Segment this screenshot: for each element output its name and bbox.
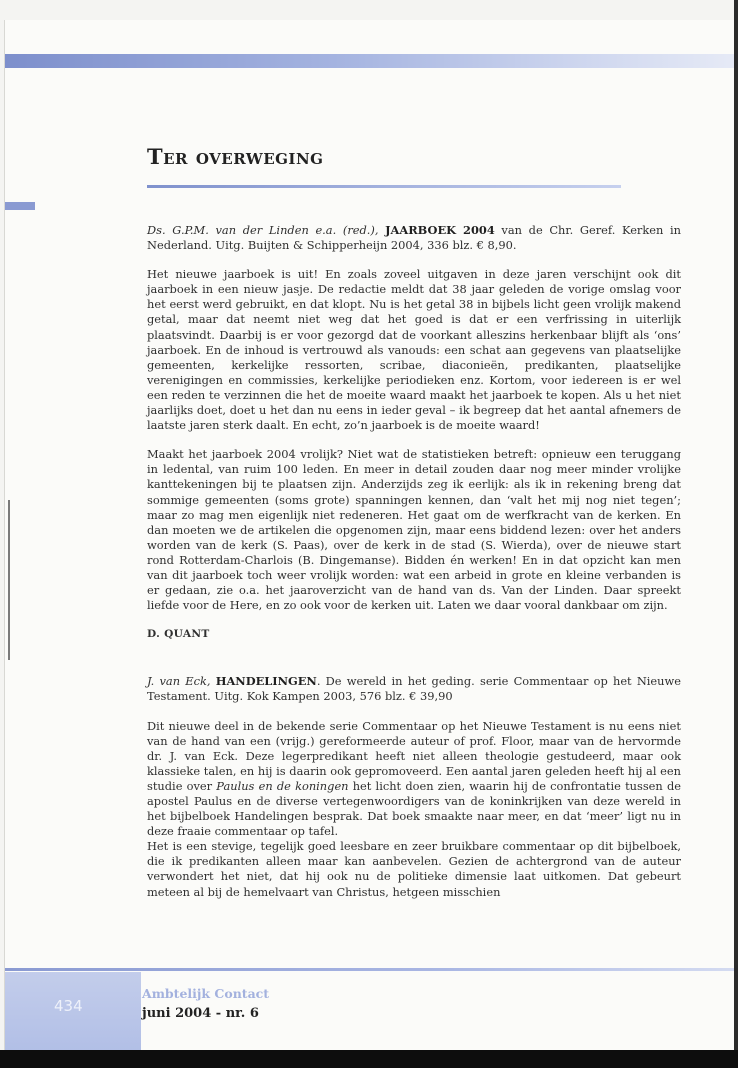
article-body	[147, 223, 681, 900]
scan-edge-right	[734, 0, 738, 1068]
page-number: 434	[54, 997, 83, 1015]
review-1-paragraph-2: Maakt het jaarboek 2004 vrolijk? Niet wat de statistieken betreft: opnieuw een teruggang in ledental, van ruim 100 leden. En meer in detail zouden daar nog meer minder vrolijke kanttekeningen bij te plaatsen zijn. Anderzijds zeg ik eerlijk: als ik in rekening breng dat sommige gemeenten (soms grote) spanningen kennen, dan ‘valt het mij nog niet tegen’; maar zo mag men eigenlijk niet redeneren. Het gaat om de werfkracht van de kerken. En dan moeten we de artikelen die opgenomen zijn, maar eens biddend lezen: over het anders worden van de kerk (S. Paas), over de kerk in de stad (S. Wierda), over de nieuwe start rond Rotterdam-Charlois (B. Dingemanse). Bidden én werken! En in dat opzicht kan men van dit jaarboek toch weer vrolijk worden: wat een arbeid in grote en kleine verbanden is er gedaan, zie o.a. het jaaroverzicht van de hand van ds. Van der Linden. Daar spreekt liefde voor de Here, en zo ook voor de kerken uit. Laten we daar vooral dankbaar om zijn.	[147, 447, 681, 613]
review-2-paragraph-1-end: het licht doen zien, waarin hij de confrontatie tussen de apostel Paulus en de diverse vertegenwoordigers van de koninkrijken van deze wereld in het bijbelboek Handelingen besprak. Dat boek smaakte naar meer, en dat ‘meer’ ligt nu in deze fraaie commentaar op tafel.	[147, 778, 681, 839]
review-2-author-name: J. van Eck,	[147, 674, 211, 689]
issue-label: juni 2004 - nr. 6	[142, 1006, 259, 1021]
review-2-publication-info: . De wereld in het geding. serie Commentaar op het Nieuwe Testament. Uitg. Kok Kampen 2003, 576 blz. € 39,90	[147, 674, 682, 704]
review-2-book-title: HANDELINGEN	[215, 674, 317, 689]
top-color-band	[5, 54, 735, 68]
review-1-book-title: JAARBOEK 2004	[385, 223, 495, 237]
review-1-author: D. QUANT	[147, 628, 210, 641]
review-2-referenced-book: Paulus en de koningen	[216, 778, 349, 793]
review-1-paragraph-1: Het nieuwe jaarboek is uit! En zoals zoveel uitgaven in deze jaren verschijnt ook dit jaarboek in een nieuw jasje. De redactie meldt dat 38 jaar geleden de vorige omslag voor het eerst werd gebruikt, en dat klopt. Nu is het getal 38 in bijbels licht geen vrolijk makend getal, maar dat neemt niet weg dat het goed is dat er een verfrissing in uiterlijk plaatsvindt. Daarbij is er voor gezorgd dat de voorkant alleszins herkenbaar blijft als ‘ons’ jaarboek. En de inhoud is vertrouwd als vanouds: een schat aan gegevens van plaatselijke gemeenten, kerkelijke ressorten, scribae, diaconieën, predikanten, plaatselijke verenigingen en commissies, kerkelijke periodieken enz. Kortom, voor iedereen is er wel een reden te verzinnen die het de moeite waard maakt het jaarboek te kopen. Als u het niet jaarlijks doet, doet u het dan nu eens in ieder geval – ik begreep dat het aantal afnemers de laatste jaren sterk daalt. En echt, zo’n jaarboek is de moeite waard!	[147, 267, 681, 433]
review-2-paragraph-1-start: Dit nieuwe deel in de bekende serie Commentaar op het Nieuwe Testament is nu eens niet van de hand van een (vrijg.) gereformeerde auteur of prof. Floor, maar van de hervormde dr. J. van Eck. Deze legerpredikant heeft niet alleen theologie gestudeerd, maar ook klassieke talen, en hij is daarin ook gepromoveerd. Een aantal jaren geleden heeft hij al een studie over	[147, 718, 681, 793]
review-1-publication-info: van de Chr. Geref. Kerken in Nederland. Uitg. Buijten & Schipperheijn 2004, 336 blz. € 8,90.	[147, 223, 682, 253]
left-margin-rule	[8, 500, 10, 660]
side-marker	[5, 202, 35, 210]
review-2-paragraph-1	[147, 719, 681, 840]
title-underline	[147, 185, 621, 188]
review-2-citation	[147, 674, 681, 704]
review-2-paragraph-2: Het is een stevige, tegelijk goed leesbare en zeer bruikbare commentaar op dit bijbelboek, die ik predikanten alleen maar kan aanbevelen. Gezien de achtergrond van de auteur verwondert het niet, dat hij ook nu de politieke dimensie laat uitkomen. Dat gebeurt meteen al bij de hemelvaart van Christus, hetgeen misschien	[147, 839, 681, 899]
footer-rule	[5, 968, 735, 971]
review-1-editor: Ds. G.P.M. van der Linden e.a. (red.),	[147, 223, 379, 237]
scan-edge-bottom	[0, 1050, 738, 1068]
review-1-citation	[147, 223, 681, 253]
page	[4, 20, 735, 1050]
publication-name: Ambtelijk Contact	[142, 986, 270, 1001]
page-title: Ter overweging	[147, 144, 324, 169]
